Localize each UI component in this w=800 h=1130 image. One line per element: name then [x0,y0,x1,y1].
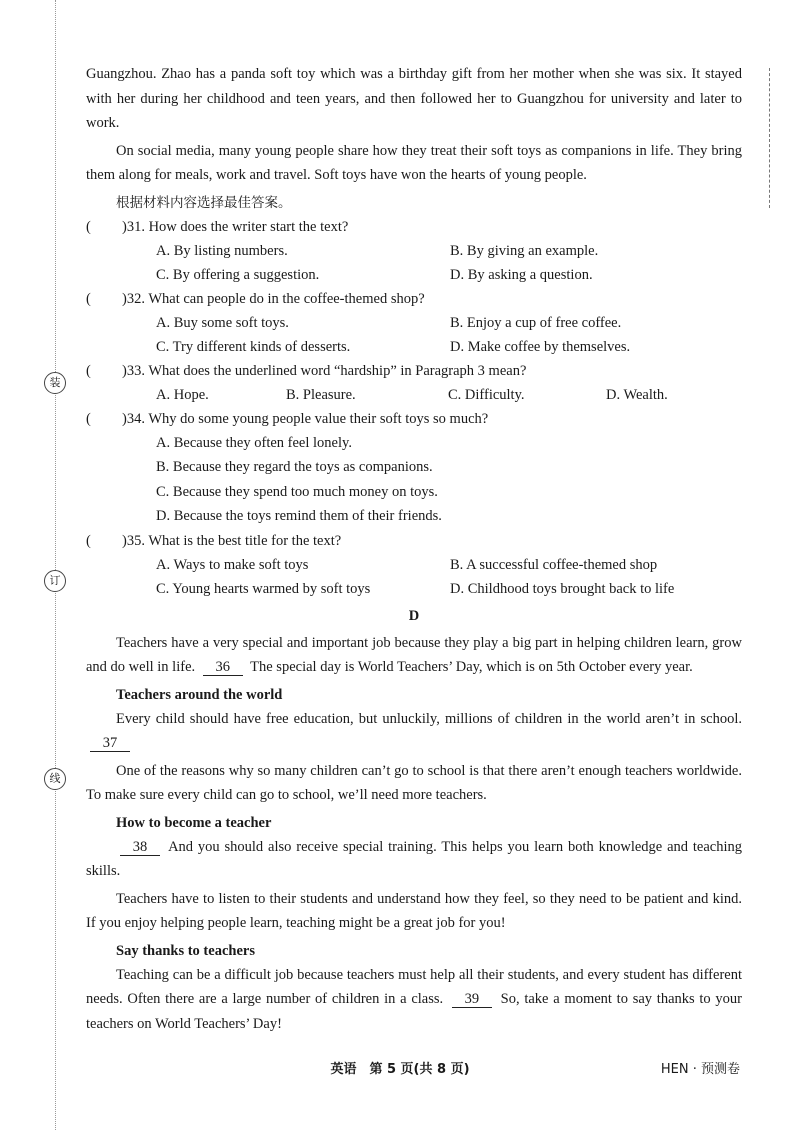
binding-mark-ding: 订 [44,570,66,592]
question-stem: )31. How does the writer start the text? [122,219,349,235]
paragraph-text: Teachers have a very special and important job because they play a big part in helping children learn, grow and do well in life. [86,634,742,676]
subheading: Teachers around the world [116,686,283,703]
section-heading-d: D [408,607,420,624]
blank-37[interactable]: 37 [90,735,130,752]
question-31-options [86,239,742,287]
question-34 [86,407,742,431]
question-33-options [86,383,742,407]
answer-bracket[interactable]: ( [86,219,91,235]
paragraph-text: Every child should have free education, but unluckily, millions of children in the world aren’t in school. [116,710,742,727]
paragraph-text: So, take a moment to say thanks to your teachers on World Teachers’ Day! [86,991,743,1032]
question-33 [86,359,742,383]
passage-d-paragraph [86,707,742,756]
option: C. Difficulty. [448,387,525,403]
option: B. Because they regard the toys as companions. [156,459,433,476]
binding-mark-zhuang: 装 [44,372,66,394]
passage-d-paragraph: Teachers have to listen to their students and understand how they feel, so they need to be patient and kind. If you enjoy helping people learn, teaching might be a great job for you! [86,890,742,932]
option: D. Wealth. [606,387,668,403]
question-stem: )32. What can people do in the coffee-themed shop? [122,291,425,307]
option: B. Pleasure. [286,387,356,403]
passage-c-paragraph: Guangzhou. Zhao has a panda soft toy which was a birthday gift from her mother when she was six. It stayed with her during her childhood and teen years, and then followed her to Guangzhou for university and later to work. [86,66,742,131]
answer-bracket[interactable]: ( [86,363,91,379]
page-number: 英语 第 5 页(共 8 页) [330,1062,470,1077]
option: B. By giving an example. [450,243,599,259]
option: C. Young hearts warmed by soft toys [156,580,371,597]
question-instruction: 根据材料内容选择最佳答案。 [116,194,292,211]
option: B. A successful coffee-themed shop [450,556,658,573]
blank-36[interactable]: 36 [203,659,243,676]
page-content [86,62,742,1039]
question-stem: )34. Why do some young people value their soft toys so much? [122,411,489,427]
option: D. By asking a question. [450,267,593,283]
blank-39[interactable]: 39 [452,991,492,1008]
binding-dotted-line [55,0,56,1130]
answer-bracket[interactable]: ( [86,532,91,549]
right-margin-mark [769,68,770,208]
option: B. Enjoy a cup of free coffee. [450,315,622,331]
question-32 [86,287,742,311]
question-stem: )35. What is the best title for the text? [122,532,342,549]
question-35-options [86,553,742,601]
answer-bracket[interactable]: ( [86,291,91,307]
blank-38[interactable]: 38 [120,839,160,856]
passage-d-paragraph [86,631,742,680]
binding-mark-xian: 线 [44,768,66,790]
page-footer [0,1058,800,1082]
option: D. Because the toys remind them of their friends. [156,508,442,525]
passage-d-paragraph [86,963,742,1037]
question-stem: )33. What does the underlined word “hardship” in Paragraph 3 mean? [122,363,527,379]
paper-code: HEN · 预测卷 [660,1062,740,1077]
passage-c-paragraph: On social media, many young people share how they treat their soft toys as companions in life. They bring them along for meals, work and travel. Soft toys have won the hearts of young people. [86,142,742,183]
passage-d-paragraph: One of the reasons why so many children can’t go to school is that there aren’t enough teachers worldwide. To make sure every child can go to school, we’ll need more teachers. [86,762,742,804]
paragraph-text: And you should also receive special training. This helps you learn both knowledge and teaching skills. [86,838,742,880]
option: C. By offering a suggestion. [156,267,320,283]
option: C. Because they spend too much money on toys. [156,483,438,500]
question-35 [86,529,742,553]
option: A. Buy some soft toys. [156,315,289,331]
option: A. Ways to make soft toys [156,556,309,573]
question-31 [86,215,742,239]
paragraph-text: Teaching can be a difficult job because teachers must help all their students, and every student has different needs. Often there are a large number of children in a class. [86,966,742,1008]
question-32-options [86,311,742,359]
question-34-options [86,431,742,529]
subheading: How to become a teacher [116,814,272,831]
paragraph-text: The special day is World Teachers’ Day, which is on 5th October every year. [250,659,693,676]
answer-bracket[interactable]: ( [86,411,91,427]
option: A. Hope. [156,387,209,403]
option: A. Because they often feel lonely. [156,435,352,451]
option: D. Childhood toys brought back to life [450,580,675,597]
passage-d-paragraph [86,835,742,884]
option: C. Try different kinds of desserts. [156,339,351,355]
option: A. By listing numbers. [156,243,288,259]
subheading: Say thanks to teachers [116,942,255,959]
option: D. Make coffee by themselves. [450,339,631,355]
